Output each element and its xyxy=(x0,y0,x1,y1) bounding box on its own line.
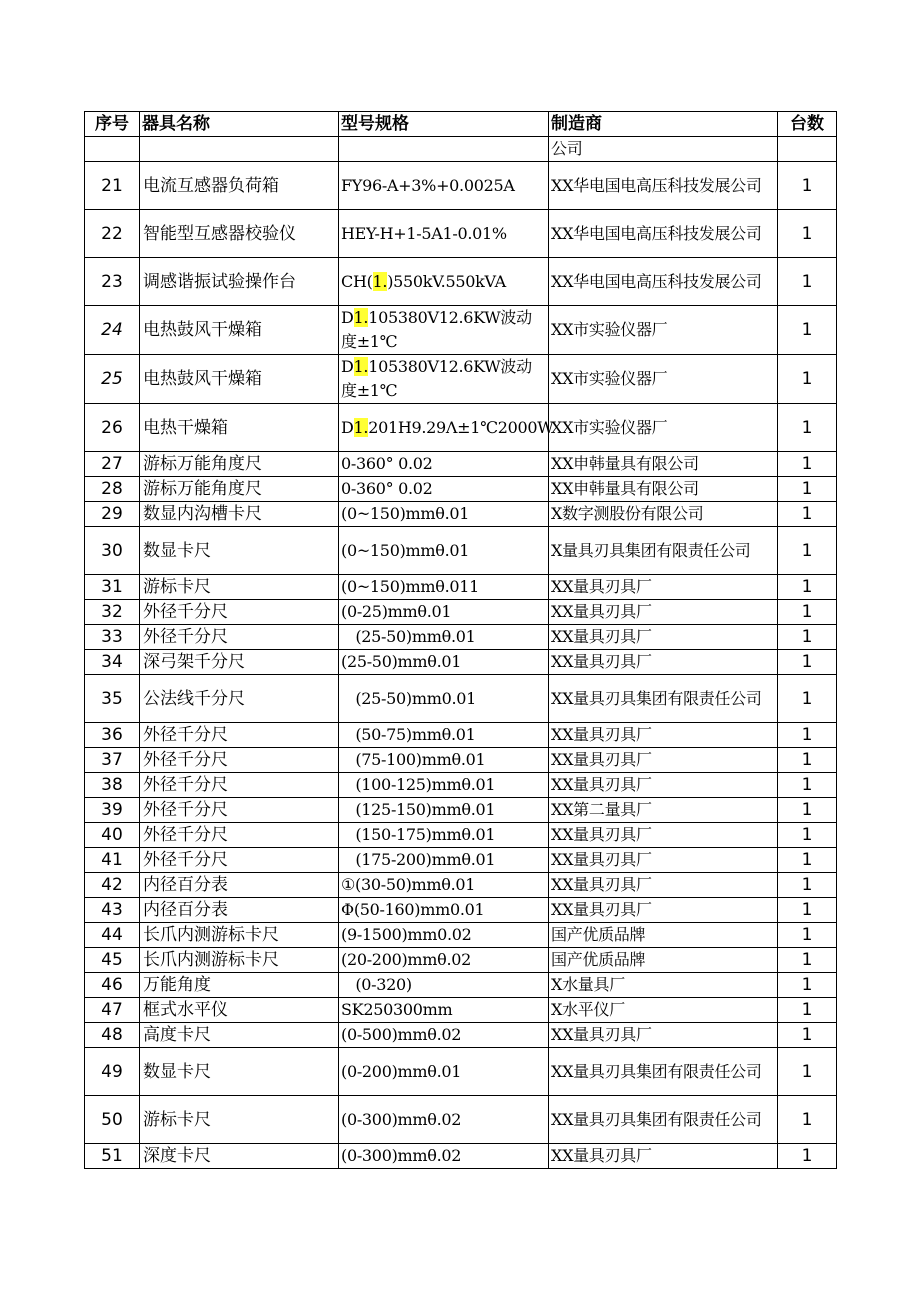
row-count: 1 xyxy=(778,848,837,873)
row-name: 数显内沟槽卡尺 xyxy=(140,502,339,527)
header-spec: 型号规格 xyxy=(339,112,549,137)
row-maker: XX量具刃具厂 xyxy=(549,748,778,773)
row-maker: XX量具刃具厂 xyxy=(549,600,778,625)
row-count: 1 xyxy=(778,1144,837,1169)
row-num: 46 xyxy=(85,973,140,998)
table-row xyxy=(85,973,837,998)
row-count: 1 xyxy=(778,452,837,477)
header-row xyxy=(85,112,837,137)
header-maker: 制造商 xyxy=(549,112,778,137)
row-spec xyxy=(339,477,549,502)
row-spec xyxy=(339,723,549,748)
row-num: 31 xyxy=(85,575,140,600)
table-row xyxy=(85,527,837,575)
spec-text: (100-125)mmθ.01 xyxy=(341,775,496,794)
row-count: 1 xyxy=(778,973,837,998)
table-row xyxy=(85,823,837,848)
row-spec xyxy=(339,798,549,823)
spec-text: (0-300)mmθ.02 xyxy=(341,1146,462,1165)
row-name: 数显卡尺 xyxy=(140,527,339,575)
row-count: 1 xyxy=(778,162,837,210)
row-maker: XX量具刃具厂 xyxy=(549,625,778,650)
row-count: 1 xyxy=(778,1048,837,1096)
table-row xyxy=(85,923,837,948)
header-count: 台数 xyxy=(778,112,837,137)
row-num: 25 xyxy=(85,355,140,404)
row-count: 1 xyxy=(778,798,837,823)
row-count: 1 xyxy=(778,948,837,973)
spec-text: (0-500)mmθ.02 xyxy=(341,1025,462,1044)
row-maker: XX量具刃具厂 xyxy=(549,823,778,848)
row-maker: XX市实验仪器厂 xyxy=(549,355,778,404)
row-name: 外径千分尺 xyxy=(140,823,339,848)
row-spec xyxy=(339,898,549,923)
row-count: 1 xyxy=(778,723,837,748)
spec-highlight: 1. xyxy=(353,308,369,327)
row-count: 1 xyxy=(778,404,837,452)
row-count: 1 xyxy=(778,773,837,798)
row-name: 电热鼓风干燥箱 xyxy=(140,355,339,404)
header-name: 器具名称 xyxy=(140,112,339,137)
row-spec xyxy=(339,1023,549,1048)
row-spec xyxy=(339,625,549,650)
row-num: 21 xyxy=(85,162,140,210)
row-count: 1 xyxy=(778,650,837,675)
row-spec xyxy=(339,923,549,948)
spec-text: (50-75)mmθ.01 xyxy=(341,725,476,744)
row-count: 1 xyxy=(778,600,837,625)
table-row xyxy=(85,210,837,258)
row-count: 1 xyxy=(778,306,837,355)
row-num: 37 xyxy=(85,748,140,773)
row-maker: XX第二量具厂 xyxy=(549,798,778,823)
row-num: 28 xyxy=(85,477,140,502)
table-row xyxy=(85,452,837,477)
row-spec xyxy=(339,575,549,600)
row-num: 32 xyxy=(85,600,140,625)
row-spec xyxy=(339,527,549,575)
spec-text: 0-360° 0.02 xyxy=(341,454,433,473)
row-num: 38 xyxy=(85,773,140,798)
spec-text: FY96-A+3%+0.0025A xyxy=(341,175,515,195)
row-spec xyxy=(339,973,549,998)
row-count: 1 xyxy=(778,748,837,773)
row-spec xyxy=(339,1048,549,1096)
row-num: 27 xyxy=(85,452,140,477)
row-num: 36 xyxy=(85,723,140,748)
row-count: 1 xyxy=(778,998,837,1023)
row-count: 1 xyxy=(778,1023,837,1048)
row-count: 1 xyxy=(778,527,837,575)
table-row xyxy=(85,773,837,798)
spec-text: (25-50)mmθ.01 xyxy=(341,652,462,671)
spec-prefix: D xyxy=(341,417,354,437)
table-row xyxy=(85,898,837,923)
table-row xyxy=(85,1023,837,1048)
table-row xyxy=(85,355,837,404)
row-count: 1 xyxy=(778,355,837,404)
row-name: 调感谐振试验操作台 xyxy=(140,258,339,306)
row-count: 1 xyxy=(778,477,837,502)
spec-suffix: 105380V12.6KW波动度±1℃ xyxy=(341,357,532,400)
row-count: 1 xyxy=(778,873,837,898)
row-num: 22 xyxy=(85,210,140,258)
row-spec xyxy=(339,137,549,162)
row-name: 深度卡尺 xyxy=(140,1144,339,1169)
row-num: 29 xyxy=(85,502,140,527)
table-row xyxy=(85,477,837,502)
row-name: 数显卡尺 xyxy=(140,1048,339,1096)
row-name: 内径百分表 xyxy=(140,898,339,923)
row-maker: XX量具刃具厂 xyxy=(549,1144,778,1169)
table-row xyxy=(85,502,837,527)
row-maker: 公司 xyxy=(549,137,778,162)
row-maker: 国产优质品牌 xyxy=(549,923,778,948)
spec-text: (125-150)mmθ.01 xyxy=(341,800,496,819)
row-name: 智能型互感器校验仪 xyxy=(140,210,339,258)
row-maker: XX量具刃具集团有限责任公司 xyxy=(549,1048,778,1096)
table-row xyxy=(85,748,837,773)
row-count: 1 xyxy=(778,502,837,527)
row-spec xyxy=(339,210,549,258)
spec-suffix: 201H9.29Λ±1℃2000W xyxy=(368,417,554,437)
row-maker: XX华电国电高压科技发展公司 xyxy=(549,162,778,210)
row-maker: X水平仪厂 xyxy=(549,998,778,1023)
row-num: 24 xyxy=(85,306,140,355)
spec-prefix: CH( xyxy=(341,271,373,291)
row-num: 45 xyxy=(85,948,140,973)
spec-highlight: 1. xyxy=(372,271,388,291)
spec-highlight: 1. xyxy=(353,357,369,376)
spec-suffix: 105380V12.6KW波动度±1℃ xyxy=(341,308,532,351)
row-num xyxy=(85,137,140,162)
row-maker: XX华电国电高压科技发展公司 xyxy=(549,258,778,306)
row-spec xyxy=(339,355,549,404)
spec-prefix: D xyxy=(341,308,354,327)
row-maker: 国产优质品牌 xyxy=(549,948,778,973)
spec-text: HEY-H+1-5A1-0.01% xyxy=(341,223,507,243)
row-num: 49 xyxy=(85,1048,140,1096)
table-row xyxy=(85,675,837,723)
spec-text: (0-25)mmθ.01 xyxy=(341,602,452,621)
row-spec xyxy=(339,823,549,848)
row-name: 电热鼓风干燥箱 xyxy=(140,306,339,355)
row-maker: XX量具刃具厂 xyxy=(549,1023,778,1048)
row-count: 1 xyxy=(778,210,837,258)
row-spec xyxy=(339,600,549,625)
table-row xyxy=(85,723,837,748)
table-row xyxy=(85,1048,837,1096)
row-maker: XX申韩量具有限公司 xyxy=(549,452,778,477)
row-spec xyxy=(339,1096,549,1144)
row-num: 47 xyxy=(85,998,140,1023)
table-row xyxy=(85,404,837,452)
row-count: 1 xyxy=(778,823,837,848)
row-spec xyxy=(339,873,549,898)
spec-text: (0~150)mmθ.011 xyxy=(341,577,480,596)
row-maker: XX量具刃具厂 xyxy=(549,848,778,873)
table-row xyxy=(85,798,837,823)
table-row xyxy=(85,873,837,898)
row-count: 1 xyxy=(778,1096,837,1144)
row-maker: XX量具刃具厂 xyxy=(549,773,778,798)
row-spec xyxy=(339,162,549,210)
row-name: 外径千分尺 xyxy=(140,600,339,625)
row-num: 48 xyxy=(85,1023,140,1048)
row-num: 44 xyxy=(85,923,140,948)
spec-text: Φ(50-160)mm0.01 xyxy=(341,900,485,919)
table-row xyxy=(85,650,837,675)
row-spec xyxy=(339,452,549,477)
row-name: 外径千分尺 xyxy=(140,848,339,873)
row-num: 41 xyxy=(85,848,140,873)
row-count: 1 xyxy=(778,923,837,948)
row-maker: XX量具刃具厂 xyxy=(549,650,778,675)
spec-text: (0-320) xyxy=(341,975,412,994)
row-name: 公法线千分尺 xyxy=(140,675,339,723)
row-maker: XX量具刃具集团有限责任公司 xyxy=(549,1096,778,1144)
row-spec xyxy=(339,404,554,452)
spec-text: SK250300mm xyxy=(341,1000,453,1019)
row-name: 深弓架千分尺 xyxy=(140,650,339,675)
row-name xyxy=(140,137,339,162)
spec-highlight: 1. xyxy=(353,417,369,437)
row-maker: XX量具刃具厂 xyxy=(549,873,778,898)
spec-text: (0-200)mmθ.01 xyxy=(341,1061,462,1081)
row-maker: X水量具厂 xyxy=(549,973,778,998)
table-row xyxy=(85,306,837,355)
table-row xyxy=(85,625,837,650)
row-maker: X量具刃具集团有限责任公司 xyxy=(549,527,778,575)
row-name: 游标万能角度尺 xyxy=(140,477,339,502)
table-row xyxy=(85,1144,837,1169)
row-name: 高度卡尺 xyxy=(140,1023,339,1048)
row-name: 长爪内测游标卡尺 xyxy=(140,948,339,973)
row-num: 26 xyxy=(85,404,140,452)
row-maker: XX量具刃具厂 xyxy=(549,723,778,748)
row-maker: XX市实验仪器厂 xyxy=(549,404,778,452)
spec-text: 0-360° 0.02 xyxy=(341,479,433,498)
spec-text: (0~150)mmθ.01 xyxy=(341,540,470,560)
spec-text: (25-50)mmθ.01 xyxy=(341,627,476,646)
row-spec xyxy=(339,306,549,355)
row-name: 游标卡尺 xyxy=(140,1096,339,1144)
row-num: 34 xyxy=(85,650,140,675)
spec-text: (150-175)mmθ.01 xyxy=(341,825,496,844)
row-count: 1 xyxy=(778,575,837,600)
row-num: 35 xyxy=(85,675,140,723)
table-row xyxy=(85,1096,837,1144)
row-spec xyxy=(339,773,549,798)
spec-text: (20-200)mmθ.02 xyxy=(341,950,472,969)
spec-suffix: )550kV.550kVA xyxy=(387,271,506,291)
table-row xyxy=(85,948,837,973)
row-maker: XX量具刃具厂 xyxy=(549,898,778,923)
row-count: 1 xyxy=(778,625,837,650)
row-name: 外径千分尺 xyxy=(140,748,339,773)
row-spec xyxy=(339,675,549,723)
continuation-row xyxy=(85,137,837,162)
row-spec xyxy=(339,948,549,973)
row-num: 23 xyxy=(85,258,140,306)
row-maker: XX市实验仪器厂 xyxy=(549,306,778,355)
row-name: 游标万能角度尺 xyxy=(140,452,339,477)
spec-prefix: D xyxy=(341,357,354,376)
spec-text: (175-200)mmθ.01 xyxy=(341,850,496,869)
row-maker: XX量具刃具集团有限责任公司 xyxy=(549,675,778,723)
row-name: 外径千分尺 xyxy=(140,723,339,748)
row-name: 外径千分尺 xyxy=(140,798,339,823)
row-spec xyxy=(339,502,549,527)
spec-text: (0~150)mmθ.01 xyxy=(341,504,470,523)
row-num: 30 xyxy=(85,527,140,575)
row-spec xyxy=(339,998,549,1023)
row-num: 42 xyxy=(85,873,140,898)
row-num: 51 xyxy=(85,1144,140,1169)
row-count: 1 xyxy=(778,675,837,723)
table-row xyxy=(85,600,837,625)
row-maker: XX申韩量具有限公司 xyxy=(549,477,778,502)
row-maker: XX量具刃具厂 xyxy=(549,575,778,600)
row-spec xyxy=(339,1144,549,1169)
row-name: 外径千分尺 xyxy=(140,773,339,798)
row-name: 电流互感器负荷箱 xyxy=(140,162,339,210)
row-name: 游标卡尺 xyxy=(140,575,339,600)
spec-text: (25-50)mm0.01 xyxy=(341,688,477,708)
row-count: 1 xyxy=(778,898,837,923)
row-num: 33 xyxy=(85,625,140,650)
table-row xyxy=(85,258,837,306)
row-maker: X数字测股份有限公司 xyxy=(549,502,778,527)
row-num: 39 xyxy=(85,798,140,823)
header-serial: 序号 xyxy=(85,112,140,137)
row-name: 长爪内测游标卡尺 xyxy=(140,923,339,948)
row-count: 1 xyxy=(778,258,837,306)
table-row xyxy=(85,575,837,600)
equipment-table xyxy=(84,111,837,1169)
row-maker: XX华电国电高压科技发展公司 xyxy=(549,210,778,258)
table-row xyxy=(85,998,837,1023)
row-num: 50 xyxy=(85,1096,140,1144)
row-name: 万能角度 xyxy=(140,973,339,998)
spec-text: (75-100)mmθ.01 xyxy=(341,750,486,769)
row-name: 内径百分表 xyxy=(140,873,339,898)
row-name: 电热干燥箱 xyxy=(140,404,339,452)
row-spec xyxy=(339,748,549,773)
table-row xyxy=(85,848,837,873)
spec-text: ①(30-50)mmθ.01 xyxy=(341,875,476,894)
table-row xyxy=(85,162,837,210)
spec-text: (0-300)mmθ.02 xyxy=(341,1109,462,1129)
row-name: 框式水平仪 xyxy=(140,998,339,1023)
row-num: 43 xyxy=(85,898,140,923)
row-num: 40 xyxy=(85,823,140,848)
row-name: 外径千分尺 xyxy=(140,625,339,650)
row-count xyxy=(778,137,837,162)
row-spec xyxy=(339,650,549,675)
row-spec xyxy=(339,258,549,306)
spec-text: (9-1500)mm0.02 xyxy=(341,925,472,944)
row-spec xyxy=(339,848,549,873)
